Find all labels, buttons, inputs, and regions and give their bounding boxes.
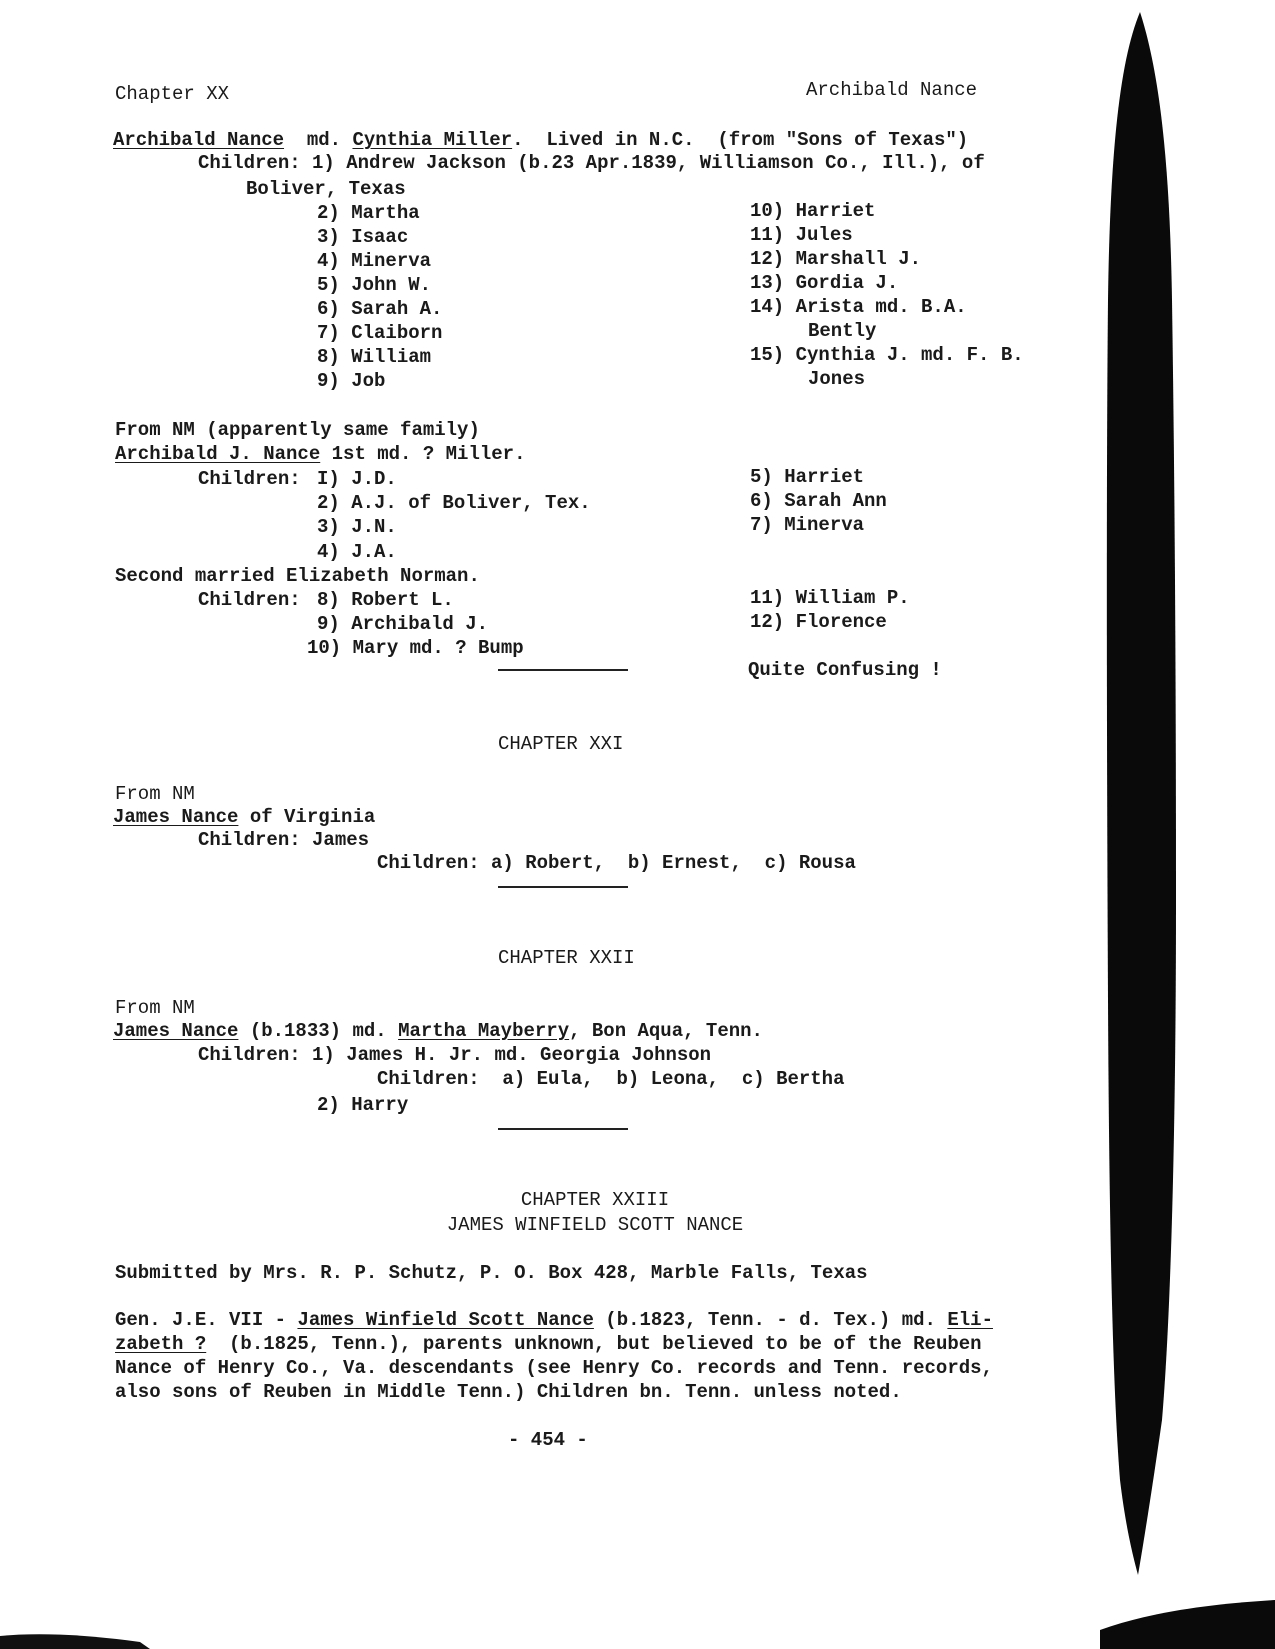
ch23-para-line-1 [115,1309,993,1331]
ch23-dates: (b.1823, Tenn. - d. Tex.) md. [593,1309,948,1331]
ch20-child-15-cont: Jones [808,368,866,390]
ch20-child-14-cont: Bently [808,320,877,342]
ch20-children-label: Children: [198,152,301,174]
nm1-child-8: 8) Robert L. [317,589,454,611]
ch20-child-2: 2) Martha [317,202,420,224]
ch20-rest: . Lived in N.C. (from "Sons of Texas") [512,129,969,151]
nm1-child-7: 7) Minerva [750,514,865,536]
nm1-from: From NM (apparently same family) [115,419,480,441]
ch20-child-5: 5) John W. [317,274,432,296]
ch20-child-10: 10) Harriet [750,200,876,222]
nm1-name: Archibald J. Nance [115,443,321,465]
ch20-child-12: 12) Marshall J. [750,248,922,270]
ch23-title: CHAPTER XXIII [520,1189,670,1211]
nm1-children-label-2: Children: [198,589,301,611]
ch20-child-11: 11) Jules [750,224,853,246]
ch21-name: James Nance [113,806,239,828]
ch20-name: Archibald Nance [113,129,285,151]
nm1-name-rest: 1st md. ? Miller. [320,443,526,465]
ch21-line [113,806,375,828]
section-divider [498,669,628,671]
ch20-child-3: 3) Isaac [317,226,409,248]
ch20-child-4: 4) Minerva [317,250,432,272]
nm1-second-marriage: Second married Elizabeth Norman. [115,565,480,587]
ch20-spouse: Cynthia Miller [352,129,513,151]
ch20-md: md. [306,129,342,151]
nm1-child-11: 11) William P. [750,587,910,609]
nm1-children-label: Children: [198,468,301,490]
ch21-from: From NM [115,783,195,805]
ch22-child-1-kids: Children: a) Eula, b) Leona, c) Bertha [377,1068,845,1090]
nm1-child-2: 2) A.J. of Boliver, Tex. [317,492,591,514]
ch22-rest: , Bon Aqua, Tenn. [569,1020,763,1042]
ch20-child-14: 14) Arista md. B.A. [750,296,967,318]
ch20-children-line [198,152,985,174]
ch22-from: From NM [115,997,195,1019]
ch20-child-7: 7) Claiborn [317,322,443,344]
ch21-title: CHAPTER XXI [498,733,624,755]
nm1-child-10: 10) Mary md. ? Bump [307,637,524,659]
ch23-name: James Winfield Scott Nance [297,1309,594,1331]
ch20-child-9: 9) Job [317,370,386,392]
nm1-note: Quite Confusing ! [748,659,942,681]
nm1-child-3: 3) J.N. [317,516,397,538]
ch22-name: James Nance [113,1020,239,1042]
ch21-grandchildren: Children: a) Robert, b) Ernest, c) Rousa [377,852,856,874]
ch20-child-8: 8) William [317,346,432,368]
nm1-child-5: 5) Harriet [750,466,865,488]
ch20-child-13: 13) Gordia J. [750,272,899,294]
ch23-submitted: Submitted by Mrs. R. P. Schutz, P. O. Box 428, Marble Falls, Texas [115,1262,868,1284]
nm1-child-1: I) J.D. [317,468,397,490]
ch23-subtitle: JAMES WINFIELD SCOTT NANCE [446,1214,744,1236]
ch20-child-15: 15) Cynthia J. md. F. B. [750,344,1024,366]
nm1-child-6: 6) Sarah Ann [750,490,887,512]
nm1-child-4: 4) J.A. [317,541,397,563]
scan-corner-smudge [0,1620,160,1649]
ch20-child-1-cont: Boliver, Texas [246,178,406,200]
nm1-line [115,443,525,465]
ch23-line2-rest: (b.1825, Tenn.), parents unknown, but believed to be of the Reuben [206,1333,982,1355]
ch23-gen: Gen. J.E. VII - [115,1309,298,1331]
section-divider [498,1128,628,1130]
ch22-spouse: Martha Mayberry [398,1020,570,1042]
chapter-header: Chapter XX [115,83,230,105]
ch23-spouse-start: Eli- [947,1309,993,1331]
ch20-child-1: 1) Andrew Jackson (b.23 Apr.1839, Williamson Co., Ill.), of [312,152,985,174]
ch23-para-line-4: also sons of Reuben in Middle Tenn.) Children bn. Tenn. unless noted. [115,1381,902,1403]
nm1-child-12: 12) Florence [750,611,887,633]
ch22-line [113,1020,763,1042]
ch22-mid: (b.1833) md. [238,1020,399,1042]
section-divider [498,886,628,888]
page-number: - 454 - [508,1429,588,1451]
nm1-child-9: 9) Archibald J. [317,613,489,635]
ch20-line1 [113,129,968,151]
ch22-child-2: 2) Harry [317,1094,409,1116]
ch20-child-6: 6) Sarah A. [317,298,443,320]
ch23-para-line-3: Nance of Henry Co., Va. descendants (see Henry Co. records and Tenn. records, [115,1357,993,1379]
scan-edge-blot [1090,0,1275,1649]
surname-header: Archibald Nance [806,79,978,101]
ch23-spouse-end: zabeth ? [115,1333,207,1355]
ch21-children: Children: James [198,829,370,851]
ch23-para-line-2 [115,1333,982,1355]
ch22-child-1: Children: 1) James H. Jr. md. Georgia Johnson [198,1044,712,1066]
ch22-title: CHAPTER XXII [498,947,635,969]
ch21-name-rest: of Virginia [238,806,376,828]
